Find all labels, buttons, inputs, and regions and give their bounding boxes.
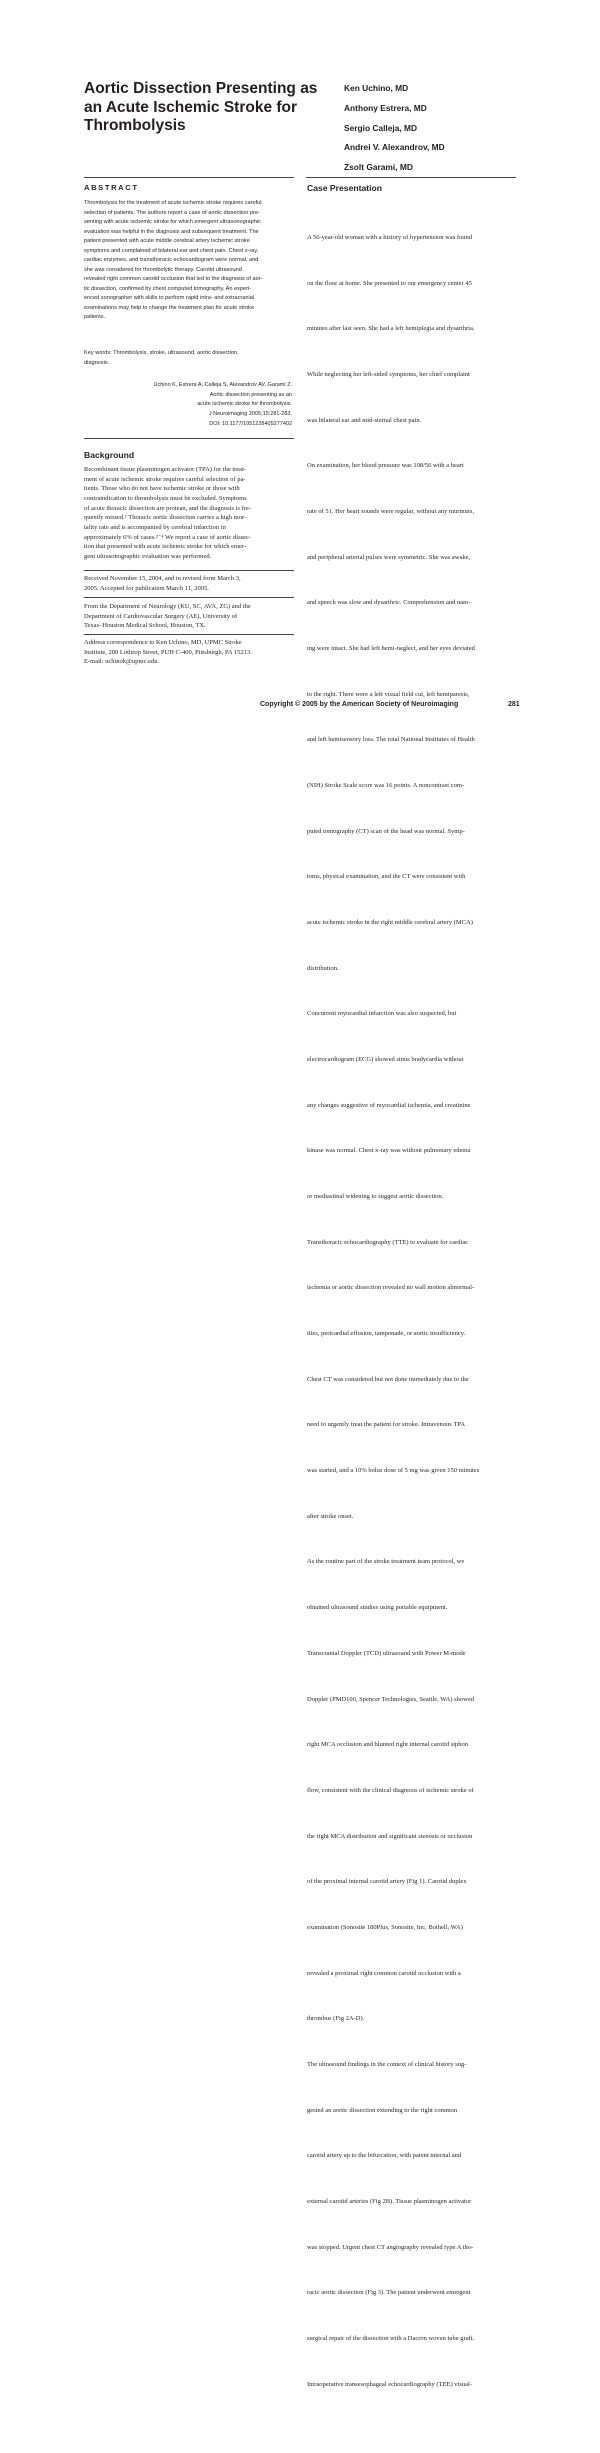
abstract-top-rule: [84, 177, 294, 178]
case-line: and left hemisensory loss. The total National Institutes of Health: [307, 736, 475, 744]
author-name: Ken Uchino, MD: [344, 83, 409, 93]
copyright-footer: Copyright © 2005 by the American Society of Neuroimaging: [260, 701, 459, 708]
citation-block: [84, 381, 292, 429]
background-top-rule: [84, 438, 294, 439]
abstract-line: enced sonographer with skills to perform rapid intra- and extracranial: [84, 295, 255, 301]
background-line: tality rate and is accompanied by cerebral infarction in: [84, 524, 226, 532]
author-list: [344, 82, 544, 181]
case-line: acute ischemic stroke in the right middle cerebral artery (MCA): [307, 919, 473, 927]
abstract-line: examinations may help to change the treatment plan for acute stroke: [84, 304, 255, 311]
background-line: quently missed.¹ Thoracic aortic dissection carries a high mor-: [84, 514, 247, 522]
received-block: [84, 574, 296, 593]
case-line: (NIH) Stroke Scale score was 16 points. A noncontrast com-: [307, 782, 465, 790]
case-line: and peripheral arterial pulses were symmetric. She was awake,: [307, 553, 471, 561]
case-line: Transthoracic echocardiography (TTE) to evaluate for cardiac: [307, 1238, 469, 1246]
case-line: flow, consistent with the clinical diagnosis of ischemic stroke of: [307, 1786, 474, 1794]
abstract-line: evaluation was helpful in the diagnosis and subsequent treatment. The: [84, 228, 259, 235]
page-number: 281: [508, 701, 520, 708]
case-line: obtained ultrasound studies using portable equipment.: [307, 1604, 448, 1612]
background-line: tion that presented with acute ischemic stroke for which emer-: [84, 543, 247, 551]
article-title: [84, 80, 324, 136]
case-line: Doppler (PMD100, Spencer Technologies, Seattle, WA) showed: [307, 1695, 475, 1703]
case-line: [307, 2425, 519, 2435]
abstract-line: tic dissection, confirmed by chest computed tomography. An experi-: [84, 285, 252, 292]
case-line: ing were intact. She had left hemi-neglect, and her eyes deviated: [307, 645, 475, 653]
case-line: was bilateral ear and mid-sternal chest pain.: [307, 416, 422, 424]
citation-line: acute ischemic stroke for thrombolysis.: [197, 401, 292, 408]
case-line: While neglecting her left-sided symptoms, her chief complaint: [307, 371, 470, 379]
citation-line: Uchino K, Estrera A, Calleja S, Alexandrov AV, Garami Z.: [153, 382, 292, 388]
affiliation-block: [84, 602, 296, 631]
received-top-rule: [84, 570, 294, 571]
case-line: The ultrasound findings in the context of clinical history sug-: [307, 2060, 467, 2068]
case-heading: Case Presentation: [307, 183, 382, 193]
author-name: Sergio Calleja, MD: [344, 122, 418, 133]
case-line: and speech was slow and dysarthric. Comprehension and nam-: [307, 599, 471, 607]
abstract-line: patients.: [84, 314, 106, 320]
case-line: carotid artery up to the bifurcation, with patent internal and: [307, 2152, 462, 2160]
background-line: approximately 6% of cases.²⁻⁴ We report a case of aortic dissec-: [84, 533, 252, 541]
case-line: was started, and a 10% bolus dose of 5 mg was given 150 minutes: [307, 1467, 480, 1475]
affiliation-line: Texas–Houston Medical School, Houston, TX.: [84, 622, 206, 629]
case-top-rule: [306, 177, 516, 178]
case-line: puted tomography (CT) scan of the head was normal. Symp-: [307, 827, 465, 835]
case-line: As the routine part of the stroke treatment team protocol, we: [307, 1558, 465, 1566]
case-line: on the floor at home. She presented to our emergency center 45: [307, 279, 472, 287]
correspondence-line: Institute, 200 Lothrop Street, PUH C-400, Pittsburgh, PA 15213.: [84, 648, 252, 656]
case-line: ities, pericardial effusion, tamponade, or aortic insufficiency.: [307, 1330, 466, 1338]
case-body: [307, 197, 519, 2453]
received-line: 2005. Accepted for publication March 11, 2005.: [84, 584, 209, 592]
abstract-line: revealed right common carotid occlusion that led to the diagnosis of aor-: [84, 276, 263, 282]
citation-line: J Neuroimaging 2005;15:281-283.: [208, 411, 292, 418]
correspondence-block: [84, 638, 296, 667]
case-line: surgical repair of the dissection with a Dacron woven tube graft.: [307, 2334, 475, 2342]
background-line: tients. Those who do not have ischemic stroke or those with: [84, 485, 240, 493]
title-line: Aortic Dissection Presenting as: [84, 80, 318, 97]
citation-line: Aortic dissection presenting as an: [209, 391, 292, 398]
case-line: Chest CT was considered but not done immediately due to the: [307, 1375, 469, 1383]
case-line: or mediastinal widening to suggest aortic dissection.: [307, 1193, 444, 1201]
case-line: was stopped. Urgent chest CT angiography revealed type A tho-: [307, 2243, 474, 2251]
case-line: to the right. There were a left visual field cut, left hemiparesis,: [307, 690, 470, 698]
case-line: Transcranial Doppler (TCD) ultrasound with Power M-mode: [307, 1649, 466, 1657]
affiliation-top-rule: [84, 597, 294, 598]
background-line: ment of acute ischemic stroke requires careful selection of pa-: [84, 475, 246, 483]
case-line: after stroke onset.: [307, 1512, 354, 1520]
case-line: revealed a proximal right common carotid occlusion with a: [307, 1969, 461, 1977]
author-name: Anthony Estrera, MD: [344, 102, 427, 113]
correspondence-line: Address correspondence to Ken Uchino, MD, UPMC Stroke: [84, 639, 242, 646]
abstract-line: she was considered for thrombolytic therapy. Carotid ultrasound: [84, 266, 242, 273]
case-line: minutes after last seen. She had a left hemiplegia and dysarthria.: [307, 325, 475, 333]
case-line: right MCA occlusion and blunted right internal carotid siphon: [307, 1741, 469, 1749]
case-line: On examination, her blood pressure was 108/56 with a heart: [307, 462, 464, 470]
case-line: Concurrent myocardial infarction was also suspected, but: [307, 1010, 457, 1018]
case-line: the right MCA distribution and significant stenosis or occlusion: [307, 1832, 473, 1840]
case-line: electrocardiogram (ECG) showed sinus bradycardia without: [307, 1056, 464, 1064]
abstract-heading: ABSTRACT: [84, 183, 139, 192]
background-line: gent ultrasonographic evaluation was performed.: [84, 553, 212, 561]
case-line: distribution.: [307, 964, 339, 972]
background-heading: Background: [84, 450, 135, 460]
correspondence-top-rule: [84, 634, 294, 635]
case-line: ischemia or aortic dissection revealed no wall motion abnormal-: [307, 1284, 475, 1292]
author-name: Andrei V. Alexandrov, MD: [344, 142, 445, 153]
case-line: kinase was normal. Chest x-ray was without pulmonary edema: [307, 1147, 471, 1155]
case-line: thrombus (Fig 2A-D).: [307, 2015, 365, 2023]
case-line: racic aortic dissection (Fig 3). The patient underwent emergent: [307, 2289, 471, 2297]
abstract-line: Thrombolysis for the treatment of acute ischemic stroke requires careful: [84, 200, 262, 206]
case-line: external carotid arteries (Fig 2B). Tissue plasminogen activator: [307, 2197, 472, 2205]
correspondence-line: E-mail: uchinok@upmc.edu.: [84, 658, 160, 665]
background-line: of acute thoracic dissection are protean, and the diagnosis is fre-: [84, 504, 251, 512]
title-line: an Acute Ischemic Stroke for: [84, 98, 298, 116]
case-line: of the proximal internal carotid artery (Fig 1). Carotid duplex: [307, 1878, 467, 1886]
case-line: gested an aortic dissection extending to the right common: [307, 2106, 458, 2114]
author-name: Zsolt Garami, MD: [344, 162, 413, 173]
affiliation-line: Department of Cardiovascular Surgery (AE), University of: [84, 612, 238, 620]
abstract-line: patient presented with acute middle cerebral artery ischemic stroke: [84, 238, 250, 244]
received-line: Received November 15, 2004, and in revised form March 3,: [84, 575, 241, 582]
case-line: A 56-year-old woman with a history of hypertension was found: [307, 234, 473, 241]
keywords: [84, 349, 296, 368]
keywords-line: Key words: Thrombolysis, stroke, ultrasound, aortic dissection,: [84, 350, 239, 356]
background-line: contraindication to thrombolysis must be excluded. Symptoms: [84, 495, 247, 503]
case-line: need to urgently treat the patient for stroke. Intravenous TPA: [307, 1421, 466, 1429]
case-line: Intraoperative transesophageal echocardiography (TEE) visual-: [307, 2380, 472, 2388]
abstract-line: selection of patients. The authors report a case of aortic dissection pre-: [84, 209, 260, 216]
abstract-body: [84, 199, 296, 323]
title-line: Thrombolysis: [84, 117, 186, 134]
case-line: any changes suggestive of myocardial ischemia, and creatinine: [307, 1101, 471, 1109]
affiliation-line: From the Department of Neurology (KU, SC, AVA, ZG) and the: [84, 603, 251, 610]
case-line: examination (Sonosite 180Plus, Sonosite, Inc, Bothell, WA): [307, 1923, 463, 1931]
case-line: rate of 51. Her heart sounds were regular, without any murmurs,: [307, 508, 475, 516]
background-body: [84, 465, 296, 562]
keywords-line: diagnosis.: [84, 359, 110, 366]
citation-line: DOI: 10.1177/1051228405277402: [209, 420, 292, 427]
abstract-line: cardiac enzymes, and transthoracic echocardiogram were normal, and: [84, 257, 259, 263]
case-line: toms, physical examination, and the CT were consistent with: [307, 873, 466, 881]
background-line: Recombinant tissue plasminogen activator (TPA) for the treat-: [84, 466, 247, 473]
abstract-line: senting with acute ischemic stroke for which emergent ultrasonographic: [84, 219, 261, 225]
abstract-line: symptoms and complained of bilateral ear and chest pain. Chest x-ray,: [84, 247, 259, 254]
